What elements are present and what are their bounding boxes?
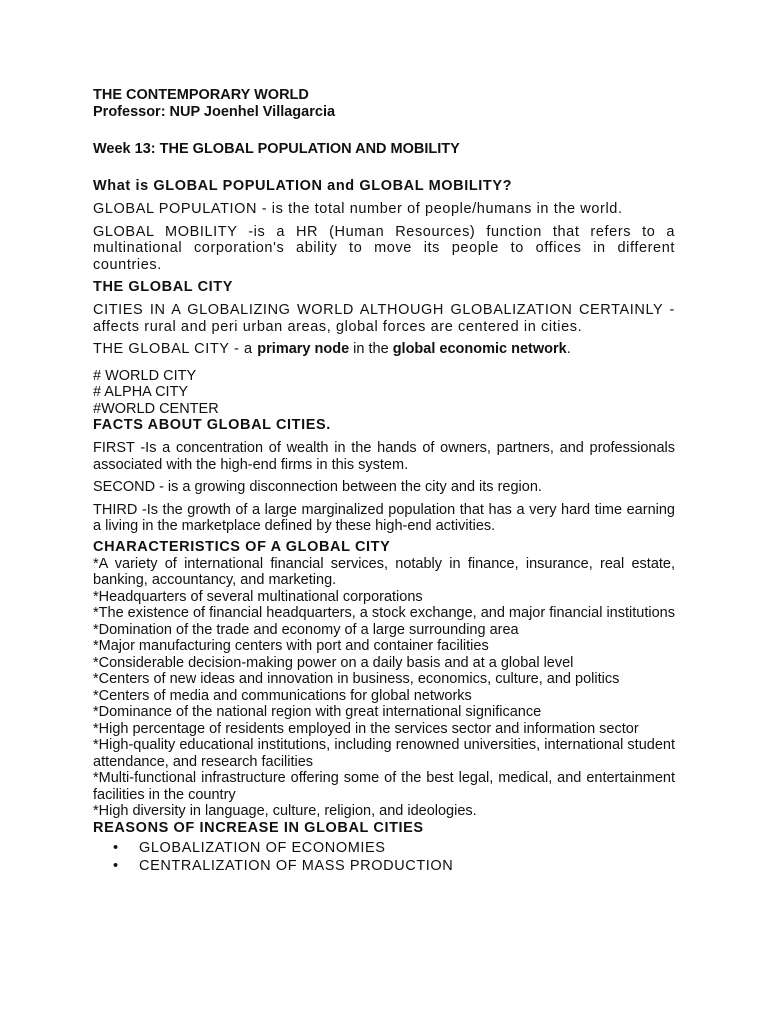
global-mobility-definition: GLOBAL MOBILITY -is a HR (Human Resources) function that refers to a multinational corporation's ability to move its people to offices in different countries.	[93, 223, 675, 273]
city-aliases	[93, 368, 675, 418]
characteristic-item: *Centers of media and communications for global networks	[93, 687, 472, 704]
global-city-definition	[93, 341, 675, 358]
reasons-heading: REASONS OF INCREASE IN GLOBAL CITIES	[93, 819, 424, 836]
global-city-def-prefix: THE GLOBAL CITY - a	[93, 341, 258, 357]
characteristic-item: *The existence of financial headquarters, a stock exchange, and major financial institutions	[93, 605, 675, 621]
reasons-list	[93, 839, 675, 875]
bullet-icon: •	[113, 839, 119, 856]
week-title: Week 13: THE GLOBAL POPULATION AND MOBILITY	[93, 141, 460, 157]
characteristic-item: *Centers of new ideas and innovation in business, economics, culture, and politics	[93, 671, 620, 687]
fact-item: THIRD -Is the growth of a large marginalized population that has a very hard time earning a living in the marketplace defined by these high-end activities.	[93, 501, 675, 534]
global-city-def-bold1: primary node	[257, 341, 350, 357]
course-title: THE CONTEMPORARY WORLD	[93, 87, 309, 103]
characteristic-item: *Headquarters of several multinational corporations	[93, 588, 423, 605]
alias-item: # WORLD CITY	[93, 367, 197, 384]
characteristic-item: *High diversity in language, culture, religion, and ideologies.	[93, 803, 477, 819]
reason-text: CENTRALIZATION OF MASS PRODUCTION	[139, 857, 454, 874]
facts-heading: FACTS ABOUT GLOBAL CITIES.	[93, 417, 331, 433]
bullet-icon: •	[113, 857, 119, 874]
fact-item: FIRST -Is a concentration of wealth in the hands of owners, partners, and professionals associated with the high-end firms in this system.	[93, 440, 675, 473]
professor-line: Professor: NUP Joenhel Villagarcia	[93, 104, 336, 120]
global-city-def-bold2: global economic network	[392, 341, 567, 357]
characteristic-item: *Dominance of the national region with great international significance	[93, 704, 542, 720]
characteristic-item: *Considerable decision-making power on a daily basis and at a global level	[93, 654, 574, 671]
characteristic-item: *High percentage of residents employed in the services sector and information sector	[93, 720, 639, 737]
global-population-definition: GLOBAL POPULATION - is the total number of people/humans in the world.	[93, 201, 623, 217]
characteristic-item: *High-quality educational institutions, including renowned universities, international student attendance, and research facilities	[93, 737, 675, 770]
alias-item: #WORLD CENTER	[93, 400, 219, 417]
global-city-def-mid: in the	[349, 341, 393, 357]
global-city-def-suffix: .	[566, 341, 571, 357]
characteristic-item: *Domination of the trade and economy of a large surrounding area	[93, 621, 519, 638]
characteristics-list	[93, 556, 675, 820]
reason-item	[113, 839, 675, 857]
reason-item	[113, 857, 675, 875]
reason-text: GLOBALIZATION OF ECONOMIES	[139, 839, 386, 856]
alias-item: # ALPHA CITY	[93, 384, 189, 400]
question-heading: What is GLOBAL POPULATION and GLOBAL MOBILITY?	[93, 178, 513, 194]
global-city-heading: THE GLOBAL CITY	[93, 279, 234, 295]
fact-item: SECOND - is a growing disconnection between the city and its region.	[93, 479, 542, 495]
characteristics-heading: CHARACTERISTICS OF A GLOBAL CITY	[93, 538, 391, 555]
cities-paragraph: CITIES IN A GLOBALIZING WORLD ALTHOUGH GLOBALIZATION CERTAINLY - affects rural and peri urban areas, global forces are centered in cities.	[93, 302, 675, 335]
characteristic-item: *A variety of international financial services, notably in finance, insurance, real estate, banking, accountancy, and marketing.	[93, 555, 675, 588]
characteristic-item: *Major manufacturing centers with port and container facilities	[93, 638, 489, 654]
characteristic-item: *Multi-functional infrastructure offering some of the best legal, medical, and entertainment facilities in the country	[93, 770, 675, 803]
